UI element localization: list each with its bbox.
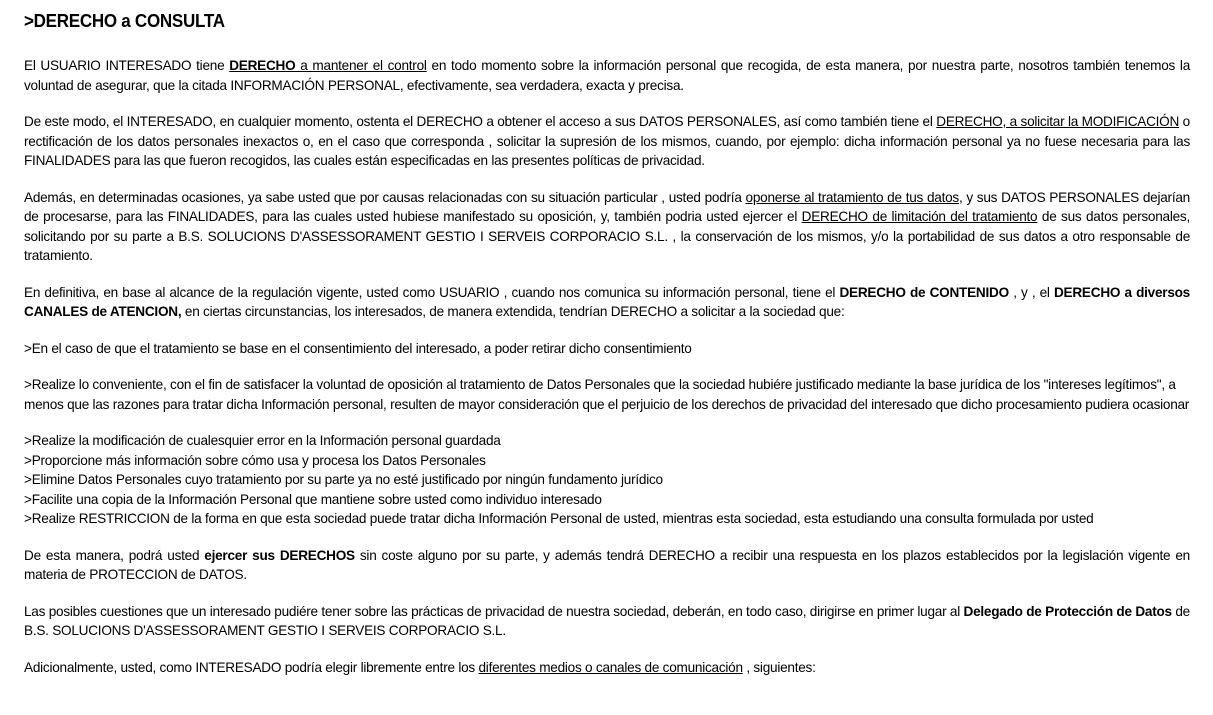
- list-item: >Facilite una copia de la Información Personal que mantiene sobre usted como individuo interesado: [24, 491, 602, 507]
- limitation-link: DERECHO de limitación del tratamiento: [801, 209, 1038, 224]
- list-item: >Elimine Datos Personales cuyo tratamiento por su parte ya no esté justificado por ningún fundamento jurídico: [24, 472, 663, 487]
- content-right-emphasis: DERECHO de CONTENIDO: [839, 284, 1009, 300]
- text: en todo momento sobre la información personal que recogida, de esta manera, por nuestra parte, nosotros también tenemos la voluntad de asegurar, que la citada INFORMACIÓN PERSONAL, efectivamente, sea verdadera, exacta y precisa.: [24, 58, 1191, 93]
- text: En definitiva, en base al alcance de la regulación vigente, usted como USUARIO , cuando nos comunica su información personal, tiene el: [24, 284, 840, 300]
- text: de sus datos personales, solicitando por su parte a B.S. SOLUCIONS D'ASSESSORAMENT GESTIO I SERVEIS CORPORACIO S.L. , la conservación de los mismos, y/o la portabilidad de sus datos a otro responsable de tratamiento.: [24, 209, 1190, 263]
- text: sin coste alguno por su parte, y además tendrá DERECHO a recibir una respuesta en los plazos establecidos por la legislación vigente en materia de PROTECCION de DATOS.: [24, 547, 1190, 582]
- page-title: >DERECHO a CONSULTA: [24, 10, 225, 31]
- text: El USUARIO INTERESADO tiene: [24, 58, 230, 73]
- opposition-link: oponerse al tratamiento de tus datos: [745, 189, 959, 205]
- list-item: >Realize RESTRICCION de la forma en que esta sociedad puede tratar dicha Información Personal de usted, mientras esta sociedad, esta estudiando una consulta formulada por usted: [24, 511, 1094, 526]
- text: Además, en determinadas ocasiones, ya sabe usted que por causas relacionadas con su situación particular , usted podría: [24, 189, 746, 205]
- channels-right-emphasis: DERECHO a diversos CANALES de ATENCION,: [24, 284, 1190, 319]
- text: o rectificación de los datos personales inexactos o, en el caso que corresponda , solicitar la supresión de los mismos, cuando, por ejemplo: dicha información personal ya no fuese necesaria para las FINALIDADES para las que fueron recogidos, las cuales están especificadas en las presentes políticas de privacidad.: [24, 114, 1190, 168]
- paragraph-exercise: [24, 546, 1190, 585]
- paragraph-access: [24, 112, 1190, 171]
- channels-link[interactable]: diferentes medios o canales de comunicación: [478, 659, 743, 675]
- text: , y , el: [1008, 284, 1054, 300]
- text: en ciertas circunstancias, los interesados, de manera extendida, tendrían DERECHO a solicitar a la sociedad que:: [181, 304, 845, 319]
- dpo-emphasis: Delegado de Protección de Datos: [963, 603, 1172, 619]
- paragraph-opposition: [24, 188, 1190, 266]
- paragraph-content-rights: [24, 283, 1190, 322]
- paragraph-control: [24, 56, 1190, 95]
- text: , y sus DATOS PERSONALES dejarían de procesarse, para las FINALIDADES, para las cuales usted hubiese manifestado su oposición, y, también podria usted ejercer el: [24, 189, 1190, 224]
- rights-list: [24, 431, 1190, 529]
- paragraph-channels: [24, 658, 1190, 678]
- text: , siguientes:: [742, 659, 816, 675]
- text: De esta manera, podrá usted: [24, 547, 205, 563]
- list-item: >Realize la modificación de cualesquier error en la Información personal guardada: [24, 433, 501, 448]
- modification-link: DERECHO, a solicitar la MODIFICACIÓN: [936, 114, 1180, 129]
- text: Las posibles cuestiones que un interesado pudiére tener sobre las prácticas de privacidad de nuestra sociedad, deberán, en todo caso, dirigirse en primer lugar al: [24, 603, 964, 619]
- paragraph-legitimate-interest: >Realize lo conveniente, con el fin de satisfacer la voluntad de oposición al tratamiento de Datos Personales que la sociedad hubiére justificado mediante la base jurídica de los "intereses legítimos", a menos que las razones para tratar dicha Información personal, resulten de mayor consideración que el perjuicio de los derechos de privacidad del interesado que dicho procesamiento pudiera ocasionar: [24, 377, 1190, 412]
- text: de B.S. SOLUCIONS D'ASSESSORAMENT GESTIO I SERVEIS CORPORACIO S.L.: [24, 603, 1190, 638]
- paragraph-dpo: [24, 602, 1190, 641]
- derecho-emphasis: DERECHO: [229, 58, 296, 73]
- paragraph-consent: >En el caso de que el tratamiento se base en el consentimiento del interesado, a poder retirar dicho consentimiento: [24, 340, 692, 356]
- list-item: >Proporcione más información sobre cómo usa y procesa los Datos Personales: [24, 452, 486, 468]
- text: De este modo, el INTERESADO, en cualquier momento, ostenta el DERECHO a obtener el acceso a sus DATOS PERSONALES, así como también tiene el: [24, 114, 937, 129]
- control-link: a mantener el control: [295, 58, 427, 73]
- text: Adicionalmente, usted, como INTERESADO podría elegir libremente entre los: [24, 659, 479, 675]
- exercise-rights-emphasis: ejercer sus DERECHOS: [204, 547, 355, 563]
